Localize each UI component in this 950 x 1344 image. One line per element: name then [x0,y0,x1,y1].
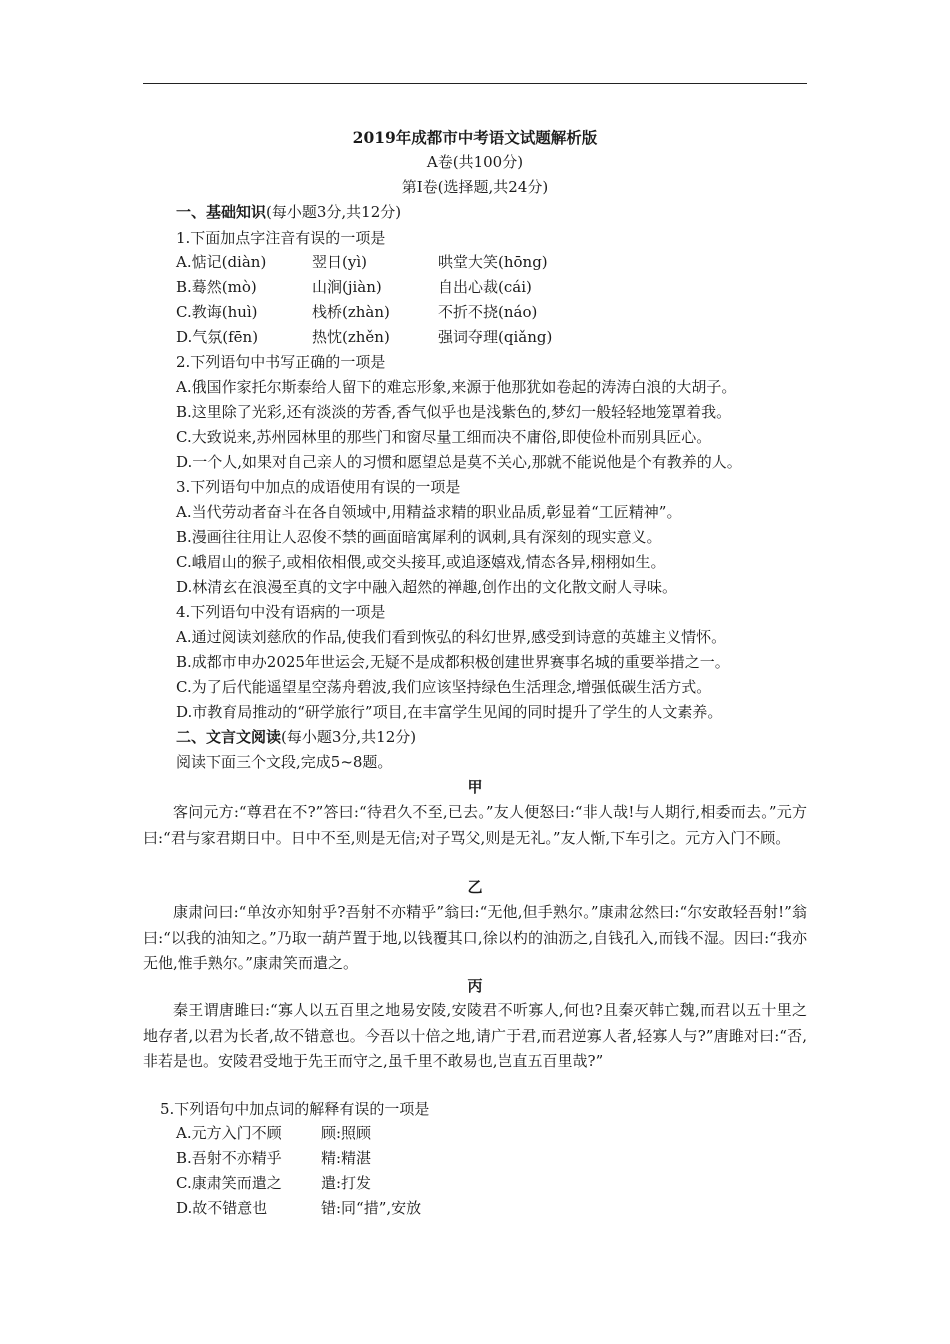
q3-stem: 3.下列语句中加点的成语使用有误的一项是 [176,478,461,496]
q4-option-d: D.市教育局推动的“研学旅行”项目,在丰富学生见闻的同时提升了学生的人文素养。 [176,703,723,721]
q4-option-b: B.成都市申办2025年世运会,无疑不是成都积极创建世界赛事名城的重要举措之一。 [176,653,730,671]
q3-option-a: A.当代劳动者奋斗在各自领域中,用精益求精的职业品质,彰显着“工匠精神”。 [176,503,682,521]
q2-option-c: C.大致说来,苏州园林里的那些门和窗尽量工细而决不庸俗,即使俭朴而别具匠心。 [176,428,712,446]
passage-yi-label: 乙 [467,878,483,896]
q4-option-a: A.通过阅读刘慈欣的作品,使我们看到恢弘的科幻世界,感受到诗意的英雄主义情怀。 [176,628,727,646]
passage-yi-text: 康肃问曰:“单汝亦知射乎?吾射不亦精乎”翁曰:“无他,但手熟尔。”康肃忿然曰:“尔安敢轻吾射!”翁曰:“以我的油知之。”乃取一葫芦置于地,以钱覆其口,徐以杓的油沥之,自钱孔入,而钱不湿。因曰:“我亦无他,惟手熟尔。”康肃笑而遣之。 [143,903,807,972]
q5-option-c: C.康肃笑而遣之 遣:打发 [176,1174,372,1192]
q3-option-c: C.峨眉山的猴子,或相依相偎,或交头接耳,或追逐嬉戏,情态各异,栩栩如生。 [176,553,666,571]
q5-option-d: D.故不错意也 错:同“措”,安放 [176,1199,422,1217]
q5-option-a: A.元方入门不顾 顾:照顾 [176,1124,372,1142]
q3-option-d: D.林清玄在浪漫至真的文字中融入超然的禅趣,创作出的文化散文耐人寻味。 [176,578,678,596]
section2-title: 二、文言文阅读 [176,728,282,746]
passage-bing-text: 秦王谓唐雎曰:“寡人以五百里之地易安陵,安陵君不听寡人,何也?且秦灭韩亡魏,而君以五十里之地存者,以君为长者,故不错意也。今吾以十倍之地,请广于君,而君逆寡人者,轻寡人与?”唐雎对曰:“否,非若是也。安陵君受地于先王而守之,虽千里不敢易也,岂直五百里哉?” [143,1001,807,1070]
q5-option-b: B.吾射不亦精乎 精:精湛 [176,1149,372,1167]
q1-option-a: A.惦记(diàn) 翌日(yì) 哄堂大笑(hōng) [176,253,548,271]
q5-stem: 5.下列语句中加点词的解释有误的一项是 [160,1100,430,1118]
passage-jia-text: 客问元方:“尊君在不?”答曰:“待君久不至,已去。”友人便怒曰:“非人哉!与人期行,相委而去。”元方曰:“君与家君期日中。日中不至,则是无信;对子骂父,则是无礼。”友人惭,下车引之。元方入门不顾。 [143,803,807,847]
q4-option-c: C.为了后代能遥望星空荡舟碧波,我们应该坚持绿色生活理念,增强低碳生活方式。 [176,678,712,696]
section1-heading [176,202,401,222]
section2-heading [176,727,416,747]
document-title: 2019年成都市中考语文试题解析版 [352,128,598,147]
q2-option-a: A.俄国作家托尔斯泰给人留下的难忘形象,来源于他那犹如卷起的涛涛白浪的大胡子。 [176,378,737,396]
passage-bing-label: 丙 [467,977,483,995]
q1-stem: 1.下面加点字注音有误的一项是 [176,229,386,247]
q3-option-b: B.漫画往往用让人忍俊不禁的画面暗寓犀利的讽刺,具有深刻的现实意义。 [176,528,662,546]
section2-intro: 阅读下面三个文段,完成5~8题。 [176,753,393,771]
part-heading: 第Ⅰ卷(选择题,共24分) [401,178,549,196]
section2-note: (每小题3分,共12分) [281,728,417,746]
q1-option-d: D.气氛(fēn) 热忱(zhěn) 强词夺理(qiǎng) [176,328,553,346]
q1-option-b: B.蓦然(mò) 山涧(jiàn) 自出心裁(cái) [176,278,532,296]
q1-option-c: C.教诲(huì) 栈桥(zhàn) 不折不挠(náo) [176,303,538,321]
section1-title: 一、基础知识 [176,203,267,221]
q4-stem: 4.下列语句中没有语病的一项是 [176,603,386,621]
q2-option-b: B.这里除了光彩,还有淡淡的芳香,香气似乎也是浅紫色的,梦幻一般轻轻地笼罩着我。 [176,403,732,421]
q2-stem: 2.下列语句中书写正确的一项是 [176,353,386,371]
section1-note: (每小题3分,共12分) [266,203,402,221]
header-rule [143,83,807,84]
q2-option-d: D.一个人,如果对自己亲人的习惯和愿望总是莫不关心,那就不能说他是个有教养的人。 [176,453,742,471]
passage-jia-label: 甲 [467,778,483,796]
document-subtitle: A卷(共100分) [426,153,524,171]
